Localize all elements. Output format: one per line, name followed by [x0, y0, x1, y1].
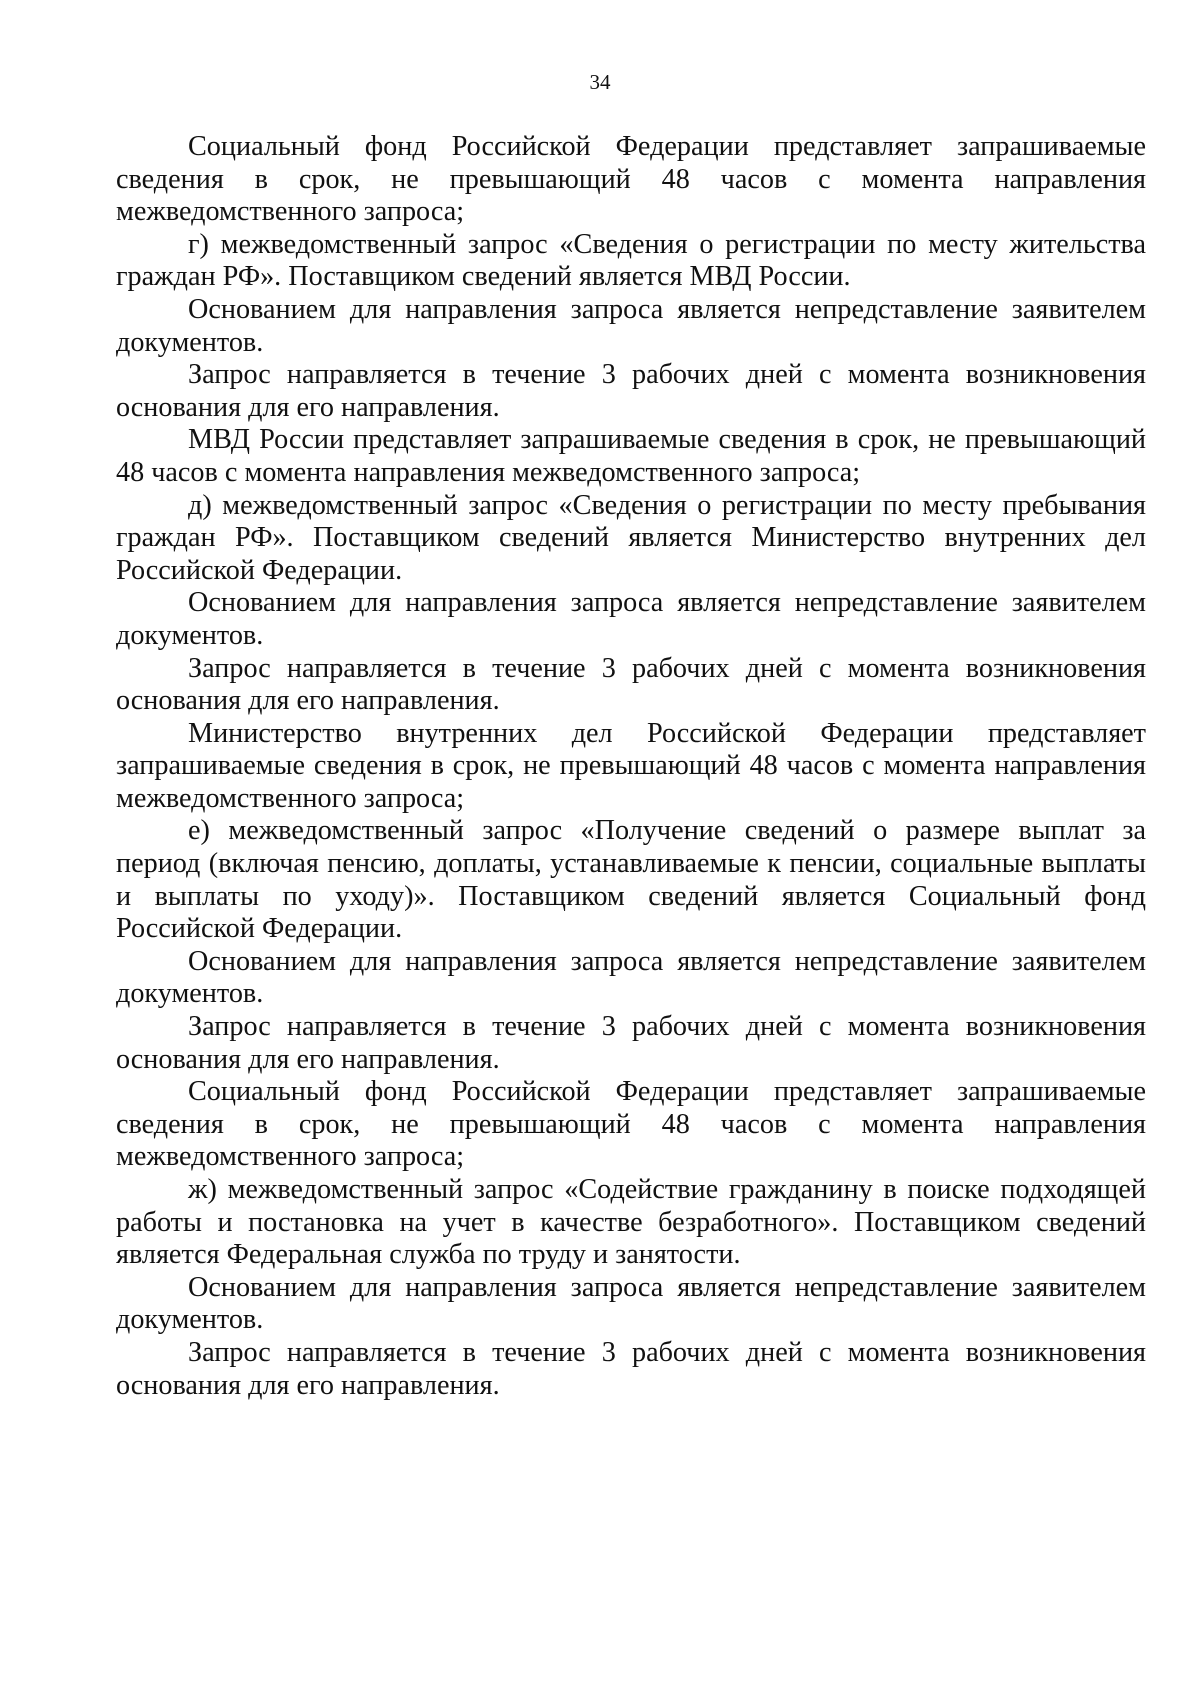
- paragraph-request-basis-e: Основанием для направления запроса является непредставление заявителем документов.: [116, 945, 1146, 1010]
- paragraph-request-g: г) межведомственный запрос «Сведения о регистрации по месту жительства граждан РФ». Поставщиком сведений является МВД России.: [116, 228, 1146, 293]
- document-body: [116, 131, 1146, 1402]
- paragraph-sfr-response-term-2: Социальный фонд Российской Федерации представляет запрашиваемые сведения в срок, не превышающий 48 часов с момента направления межведомственного запроса;: [116, 1076, 1146, 1173]
- paragraph-request-d: д) межведомственный запрос «Сведения о регистрации по месту пребывания граждан РФ». Поставщиком сведений является Министерство внутренних дел Российской Федерации.: [116, 489, 1146, 586]
- paragraph-request-timing-g: Запрос направляется в течение 3 рабочих дней с момента возникновения основания для его направления.: [116, 359, 1146, 423]
- paragraph-request-zh: ж) межведомственный запрос «Содействие гражданину в поиске подходящей работы и постановка на учет в качестве безработного». Поставщиком сведений является Федеральная служба по труду и занятости.: [116, 1174, 1146, 1271]
- paragraph-ministry-response-term: Министерство внутренних дел Российской Федерации представляет запрашиваемые сведения в срок, не превышающий 48 часов с момента направления межведомственного запроса;: [116, 717, 1146, 814]
- paragraph-request-basis-g: Основанием для направления запроса является непредставление заявителем документов.: [116, 293, 1146, 358]
- paragraph-request-basis-zh: Основанием для направления запроса является непредставление заявителем документов.: [116, 1271, 1146, 1336]
- paragraph-sfr-response-term-1: Социальный фонд Российской Федерации представляет запрашиваемые сведения в срок, не превышающий 48 часов с момента направления межведомственного запроса;: [116, 131, 1146, 228]
- paragraph-request-basis-d: Основанием для направления запроса является непредставление заявителем документов.: [116, 587, 1146, 651]
- paragraph-request-timing-d: Запрос направляется в течение 3 рабочих дней с момента возникновения основания для его направления.: [116, 652, 1146, 717]
- page-number: 34: [589, 70, 611, 94]
- paragraph-mvd-response-term: МВД России представляет запрашиваемые сведения в срок, не превышающий 48 часов с момента направления межведомственного запроса;: [116, 424, 1146, 488]
- paragraph-request-e: е) межведомственный запрос «Получение сведений о размере выплат за период (включая пенсию, доплаты, устанавливаемые к пенсии, социальные выплаты и выплаты по уходу)». Поставщиком сведений является Социальный фонд Российской Федерации.: [116, 815, 1146, 945]
- paragraph-request-timing-e: Запрос направляется в течение 3 рабочих дней с момента возникновения основания для его направления.: [116, 1011, 1146, 1075]
- paragraph-request-timing-zh: Запрос направляется в течение 3 рабочих дней с момента возникновения основания для его направления.: [116, 1336, 1146, 1401]
